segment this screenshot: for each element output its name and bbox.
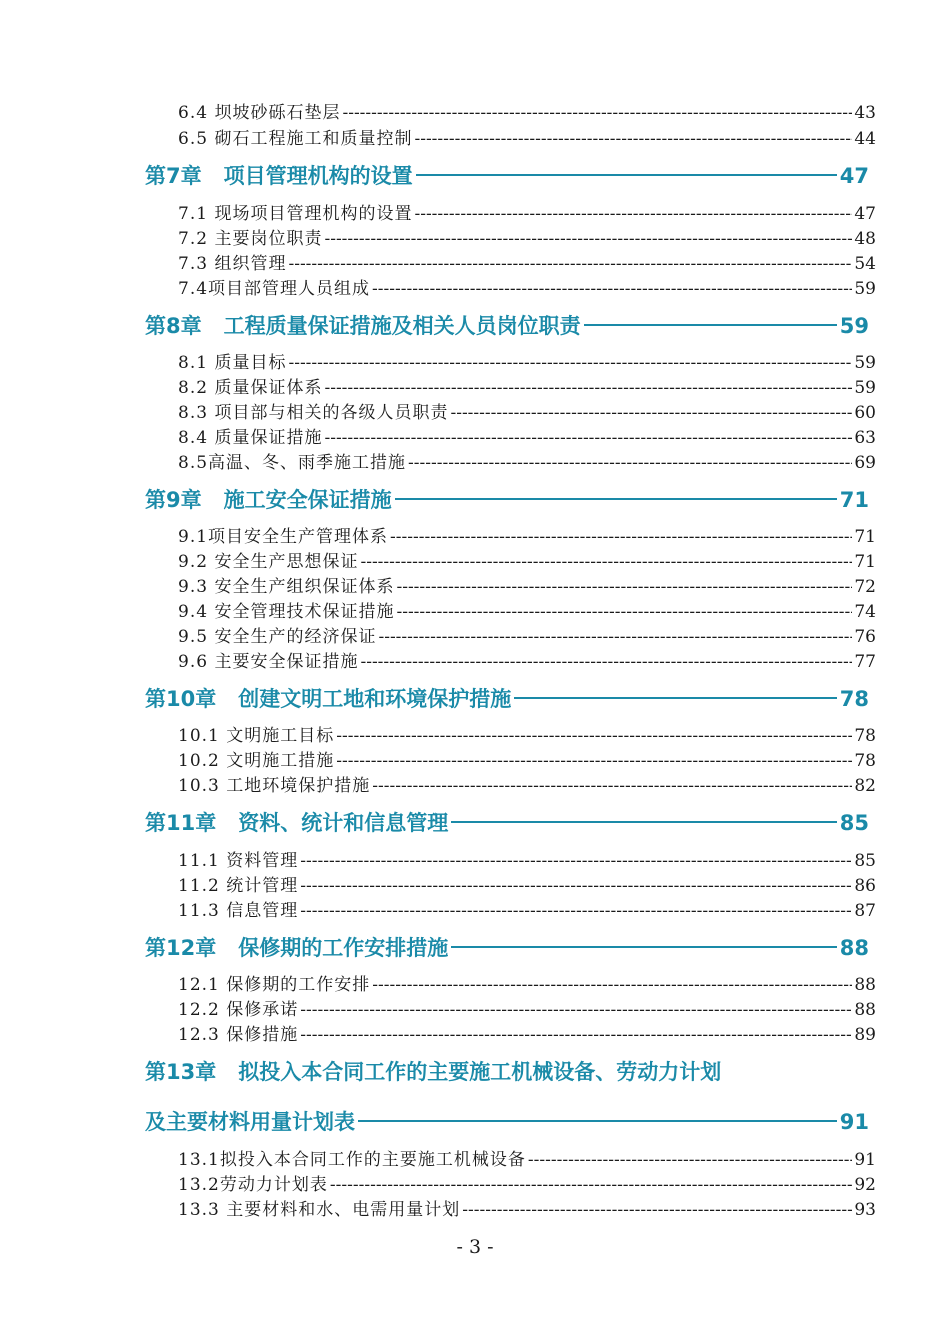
toc-dot-leader	[330, 1175, 853, 1194]
toc-dot-leader	[584, 324, 837, 326]
toc-page-number: 91	[854, 1150, 876, 1169]
toc-entry-text: 9.6 主要安全保证措施	[178, 652, 359, 671]
toc-dot-leader	[358, 1120, 837, 1122]
toc-section-entry[interactable]	[178, 1170, 876, 1194]
toc-entry-title	[178, 373, 322, 397]
toc-page-number: 82	[854, 776, 876, 795]
toc-dot-leader	[396, 577, 852, 596]
toc-dot-leader	[396, 602, 852, 621]
toc-entry-text: 资料、统计和信息管理	[238, 811, 449, 835]
toc-page-number: 93	[854, 1200, 876, 1219]
toc-entry-title	[178, 995, 298, 1019]
toc-section-entry[interactable]	[178, 896, 876, 920]
toc-entry-text: 6.5 砌石工程施工和质量控制	[178, 129, 413, 148]
toc-page-number: 71	[854, 552, 876, 571]
toc-entry-text: 9.5 安全生产的经济保证	[178, 627, 377, 646]
toc-section-entry[interactable]	[178, 348, 876, 372]
toc-dot-leader	[360, 652, 852, 671]
toc-section-entry[interactable]	[178, 970, 876, 994]
toc-entry-title	[145, 683, 511, 713]
toc-section-entry[interactable]	[178, 224, 876, 248]
toc-section-entry[interactable]	[178, 98, 876, 122]
toc-page-number: 71	[854, 527, 876, 546]
toc-page-number: 54	[854, 254, 876, 273]
toc-entry-text: 11.3 信息管理	[178, 901, 299, 920]
toc-entry-title	[178, 572, 394, 596]
toc-entry-title	[178, 1145, 526, 1169]
toc-dot-leader	[372, 975, 852, 994]
toc-dot-leader	[378, 627, 852, 646]
toc-dot-leader	[300, 1000, 852, 1019]
toc-page-number: 48	[854, 229, 876, 248]
toc-entry-title	[178, 124, 412, 148]
toc-entry-title	[178, 896, 298, 920]
toc-dot-leader	[336, 726, 852, 745]
toc-section-entry[interactable]	[178, 1020, 876, 1044]
toc-section-entry[interactable]	[178, 373, 876, 397]
toc-dot-leader	[324, 229, 852, 248]
toc-chapter-number: 第11章	[145, 811, 217, 835]
toc-entry-text: 11.2 统计管理	[178, 876, 299, 895]
toc-entry-text: 7.2 主要岗位职责	[178, 229, 323, 248]
toc-dot-leader	[372, 279, 852, 298]
toc-entry-text: 8.2 质量保证体系	[178, 378, 323, 397]
toc-entry-title	[178, 622, 376, 646]
toc-entry-title	[178, 746, 334, 770]
toc-page-number: 59	[854, 353, 876, 372]
toc-entry-text: 工程质量保证措施及相关人员岗位职责	[223, 314, 581, 338]
toc-dot-leader	[414, 204, 852, 223]
toc-page-number: 69	[854, 453, 876, 472]
toc-entry-title	[178, 249, 286, 273]
toc-page-number: 72	[854, 577, 876, 596]
page-number-footer: - 3 -	[456, 1236, 494, 1258]
toc-entry-text: 7.4项目部管理人员组成	[178, 279, 371, 298]
toc-entry-text: 7.1 现场项目管理机构的设置	[178, 204, 413, 223]
toc-section-entry[interactable]	[178, 572, 876, 596]
toc-section-entry[interactable]	[178, 124, 876, 148]
toc-entry-title	[145, 310, 581, 340]
toc-page-number: 74	[854, 602, 876, 621]
toc-entry-title	[145, 1106, 355, 1136]
toc-entry-title	[178, 199, 412, 223]
toc-section-entry[interactable]	[178, 448, 876, 472]
toc-section-entry[interactable]	[178, 995, 876, 1019]
toc-entry-title	[178, 224, 322, 248]
toc-dot-leader	[360, 552, 852, 571]
toc-section-entry[interactable]	[178, 1195, 876, 1219]
toc-chapter-number: 第7章	[145, 164, 202, 188]
toc-dot-leader	[288, 353, 852, 372]
toc-entry-title	[178, 1020, 298, 1044]
toc-page-number: 44	[854, 129, 876, 148]
toc-entry-text: 8.5高温、冬、雨季施工措施	[178, 453, 407, 472]
toc-page-number: 47	[854, 204, 876, 223]
toc-chapter-entry[interactable]	[145, 683, 869, 713]
toc-entry-title	[178, 771, 370, 795]
toc-page-number: 88	[854, 975, 876, 994]
toc-entry-text: 8.3 项目部与相关的各级人员职责	[178, 403, 449, 422]
toc-entry-title	[145, 807, 448, 837]
toc-chapter-entry[interactable]	[145, 1056, 869, 1086]
toc-dot-leader	[416, 174, 837, 176]
toc-entry-title	[145, 484, 392, 514]
toc-dot-leader	[450, 403, 852, 422]
toc-chapter-number: 第8章	[145, 314, 202, 338]
toc-dot-leader	[300, 876, 852, 895]
toc-page-number: 85	[839, 811, 869, 835]
toc-section-entry[interactable]	[178, 423, 876, 447]
toc-section-entry[interactable]	[178, 771, 876, 795]
toc-page-number: 88	[839, 936, 869, 960]
toc-dot-leader	[514, 697, 837, 699]
toc-page-number: 43	[854, 103, 876, 122]
toc-page-number: 86	[854, 876, 876, 895]
toc-page-number: 91	[839, 1110, 869, 1134]
toc-page-number: 76	[854, 627, 876, 646]
toc-dot-leader	[528, 1150, 853, 1169]
toc-entry-text: 施工安全保证措施	[223, 488, 392, 512]
toc-entry-title	[178, 448, 406, 472]
toc-page-number: 71	[839, 488, 869, 512]
toc-entry-text: 13.2劳动力计划表	[178, 1175, 328, 1194]
toc-entry-title	[145, 932, 448, 962]
toc-entry-title	[178, 721, 334, 745]
toc-section-entry[interactable]	[178, 597, 876, 621]
toc-entry-text: 8.4 质量保证措施	[178, 428, 323, 447]
toc-entry-title	[145, 1056, 721, 1086]
toc-entry-title	[178, 1170, 328, 1194]
toc-entry-text: 6.4 坝坡砂砾石垫层	[178, 103, 341, 122]
toc-entry-text: 9.1项目安全生产管理体系	[178, 527, 389, 546]
toc-entry-text: 保修期的工作安排措施	[238, 936, 449, 960]
toc-chapter-entry[interactable]	[145, 932, 869, 962]
toc-entry-text: 10.3 工地环境保护措施	[178, 776, 371, 795]
toc-section-entry[interactable]	[178, 647, 876, 671]
toc-dot-leader	[324, 378, 852, 397]
toc-chapter-number: 第9章	[145, 488, 202, 512]
toc-entry-text: 及主要材料用量计划表	[145, 1110, 355, 1134]
toc-page-number: 92	[854, 1175, 876, 1194]
toc-section-entry[interactable]	[178, 622, 876, 646]
toc-entry-text: 9.2 安全生产思想保证	[178, 552, 359, 571]
toc-chapter-entry[interactable]	[145, 160, 869, 190]
toc-entry-text: 11.1 资料管理	[178, 851, 299, 870]
toc-dot-leader	[451, 821, 837, 823]
toc-section-entry[interactable]	[178, 547, 876, 571]
toc-page-number: 63	[854, 428, 876, 447]
toc-section-entry[interactable]	[178, 1145, 876, 1169]
toc-dot-leader	[390, 527, 852, 546]
toc-dot-leader	[300, 901, 852, 920]
toc-entry-text: 12.1 保修期的工作安排	[178, 975, 371, 994]
toc-chapter-number: 第12章	[145, 936, 217, 960]
toc-page-number: 85	[854, 851, 876, 870]
toc-entry-title	[178, 98, 340, 122]
toc-entry-title	[178, 522, 388, 546]
toc-entry-title	[178, 846, 298, 870]
toc-section-entry[interactable]	[178, 199, 876, 223]
toc-page-number: 89	[854, 1025, 876, 1044]
toc-page-number: 88	[854, 1000, 876, 1019]
toc-section-entry[interactable]	[178, 871, 876, 895]
toc-page-number: 47	[839, 164, 869, 188]
toc-dot-leader	[462, 1200, 852, 1219]
toc-section-entry[interactable]	[178, 249, 876, 273]
toc-entry-title	[178, 398, 448, 422]
toc-entry-text: 项目管理机构的设置	[223, 164, 413, 188]
toc-page-number: 78	[854, 751, 876, 770]
toc-entry-text: 拟投入本合同工作的主要施工机械设备、劳动力计划	[238, 1060, 722, 1084]
toc-entry-text: 12.2 保修承诺	[178, 1000, 299, 1019]
toc-entry-text: 10.1 文明施工目标	[178, 726, 335, 745]
toc-entry-title	[178, 647, 358, 671]
toc-entry-title	[145, 160, 413, 190]
toc-chapter-entry[interactable]	[145, 807, 869, 837]
toc-chapter-entry[interactable]	[145, 310, 869, 340]
toc-entry-title	[178, 970, 370, 994]
toc-page-number: 78	[839, 687, 869, 711]
toc-dot-leader	[336, 751, 852, 770]
toc-dot-leader	[342, 103, 852, 122]
toc-chapter-number: 第10章	[145, 687, 217, 711]
toc-dot-leader	[288, 254, 852, 273]
toc-page-number: 60	[854, 403, 876, 422]
toc-dot-leader	[408, 453, 852, 472]
toc-entry-title	[178, 274, 370, 298]
toc-entry-text: 13.1拟投入本合同工作的主要施工机械设备	[178, 1150, 526, 1169]
toc-page-number: 59	[854, 378, 876, 397]
toc-entry-text: 创建文明工地和环境保护措施	[238, 687, 512, 711]
toc-entry-text: 9.3 安全生产组织保证体系	[178, 577, 395, 596]
toc-section-entry[interactable]	[178, 522, 876, 546]
toc-page-number: 87	[854, 901, 876, 920]
toc-page-number: 77	[854, 652, 876, 671]
toc-dot-leader	[300, 1025, 852, 1044]
toc-page-number: 78	[854, 726, 876, 745]
toc-page-number: 59	[839, 314, 869, 338]
toc-section-entry[interactable]	[178, 274, 876, 298]
toc-page-number: 59	[854, 279, 876, 298]
toc-dot-leader	[300, 851, 852, 870]
toc-entry-text: 13.3 主要材料和水、电需用量计划	[178, 1200, 461, 1219]
toc-chapter-entry[interactable]	[145, 1106, 869, 1136]
toc-dot-leader	[451, 946, 837, 948]
toc-entry-title	[178, 423, 322, 447]
toc-entry-title	[178, 1195, 460, 1219]
toc-entry-text: 7.3 组织管理	[178, 254, 287, 273]
toc-section-entry[interactable]	[178, 846, 876, 870]
toc-entry-text: 9.4 安全管理技术保证措施	[178, 602, 395, 621]
toc-dot-leader	[395, 498, 837, 500]
toc-section-entry[interactable]	[178, 746, 876, 770]
toc-dot-leader	[324, 428, 852, 447]
toc-section-entry[interactable]	[178, 398, 876, 422]
toc-chapter-number: 第13章	[145, 1060, 217, 1084]
toc-entry-text: 10.2 文明施工措施	[178, 751, 335, 770]
toc-dot-leader	[372, 776, 852, 795]
toc-entry-title	[178, 597, 394, 621]
toc-entry-title	[178, 547, 358, 571]
toc-entry-title	[178, 871, 298, 895]
toc-entry-title	[178, 348, 286, 372]
toc-dot-leader	[414, 129, 852, 148]
toc-section-entry[interactable]	[178, 721, 876, 745]
toc-entry-text: 12.3 保修措施	[178, 1025, 299, 1044]
toc-entry-text: 8.1 质量目标	[178, 353, 287, 372]
toc-chapter-entry[interactable]	[145, 484, 869, 514]
